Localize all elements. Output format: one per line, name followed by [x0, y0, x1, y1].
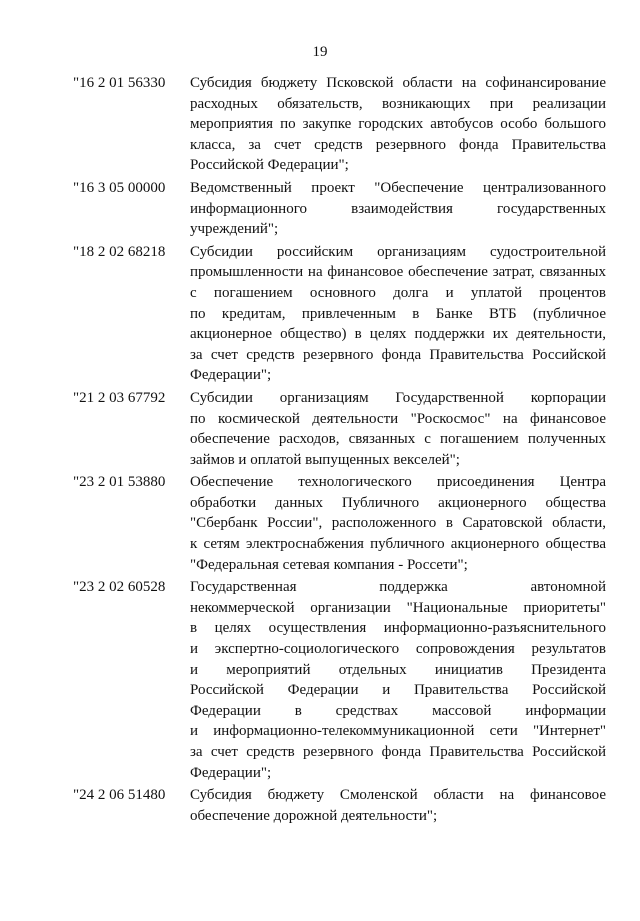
list-item [0, 73, 640, 176]
budget-description [190, 785, 606, 826]
budget-code: "23 2 02 60528 [73, 579, 166, 596]
description-line: обработки данных Публичного акционерного общества [190, 494, 606, 511]
description-line: Российской Федерации и Правительства Российской [190, 682, 606, 699]
budget-description [190, 242, 606, 386]
description-line: Субсидия бюджету Смоленской области на финансовое [190, 787, 606, 804]
description-line: Государственная поддержка автономной [190, 579, 606, 596]
description-line: информационного взаимодействия государственных [190, 200, 606, 217]
description-line: и экспертно-социологического сопровождения результатов [190, 641, 606, 658]
budget-code: "16 2 01 56330 [73, 75, 166, 91]
budget-description [190, 73, 606, 176]
description-line: займов и оплатой выпущенных векселей"; [190, 451, 460, 468]
description-line: по кредитам, привлеченным в Банке ВТБ (публичное [190, 305, 606, 322]
description-line: Российской Федерации"; [190, 157, 349, 174]
description-line: класса, за счет средств резервного фонда Правительства [190, 136, 606, 153]
list-item [0, 577, 640, 783]
description-line: Федерации"; [190, 764, 272, 781]
budget-code: "16 3 05 00000 [73, 179, 166, 196]
description-line: учреждений"; [190, 221, 279, 238]
budget-code: "21 2 03 67792 [73, 389, 166, 406]
description-line: Ведомственный проект "Обеспечение централизованного [190, 179, 606, 196]
description-line: Федерации в средствах массовой информации [190, 702, 606, 719]
budget-code: "24 2 06 51480 [73, 787, 166, 804]
description-line: "Сбербанк России", расположенного в Саратовской области, [190, 515, 606, 532]
list-item [0, 178, 640, 240]
budget-description [190, 472, 606, 575]
description-line: за счет средств резервного фонда Правительства Российской [190, 346, 606, 363]
page-number: 19 [312, 44, 328, 60]
list-item [0, 242, 640, 386]
description-line: акционерное общество) в целях поддержки их деятельности, [190, 326, 606, 343]
description-line: по космической деятельности "Роскосмос" на финансовое [190, 410, 606, 427]
description-line: к сетям электроснабжения публичного акционерного общества [190, 536, 606, 553]
description-line: мероприятия по закупке городских автобусов особо большого [190, 116, 606, 133]
budget-description [190, 388, 606, 470]
description-line: расходных обязательств, возникающих при реализации [190, 95, 606, 112]
description-line: некоммерческой организации "Национальные приоритеты" [190, 599, 606, 616]
description-line: Субсидии российским организациям судостроительной [190, 243, 606, 260]
description-line: с погашением основного долга и уплатой процентов [190, 284, 606, 301]
list-item [0, 472, 640, 575]
budget-description [190, 178, 606, 240]
description-line: и информационно-телекоммуникационной сети "Интернет" [190, 723, 606, 740]
description-line: обеспечение расходов, связанных с погашением полученных [190, 431, 606, 448]
description-line: в целях осуществления информационно-разъяснительного [190, 620, 606, 637]
description-line: Обеспечение технологического присоединения Центра [190, 474, 606, 491]
description-line: "Федеральная сетевая компания - Россети"; [190, 556, 468, 573]
description-line: промышленности на финансовое обеспечение затрат, связанных [190, 264, 606, 281]
description-line: Субсидия бюджету Псковской области на софинансирование [190, 75, 606, 91]
description-line: за счет средств резервного фонда Правительства Российской [190, 744, 606, 760]
list-item [0, 785, 640, 826]
description-line: Федерации"; [190, 367, 272, 384]
budget-code: "18 2 02 68218 [73, 243, 166, 260]
budget-description [190, 577, 606, 783]
description-line: Субсидии организациям Государственной корпорации [190, 389, 606, 406]
budget-code-list [0, 73, 640, 828]
description-line: обеспечение дорожной деятельности"; [190, 807, 438, 824]
description-line: и мероприятий отдельных инициатив Президента [190, 661, 606, 678]
list-item [0, 388, 640, 470]
budget-code: "23 2 01 53880 [73, 474, 166, 491]
